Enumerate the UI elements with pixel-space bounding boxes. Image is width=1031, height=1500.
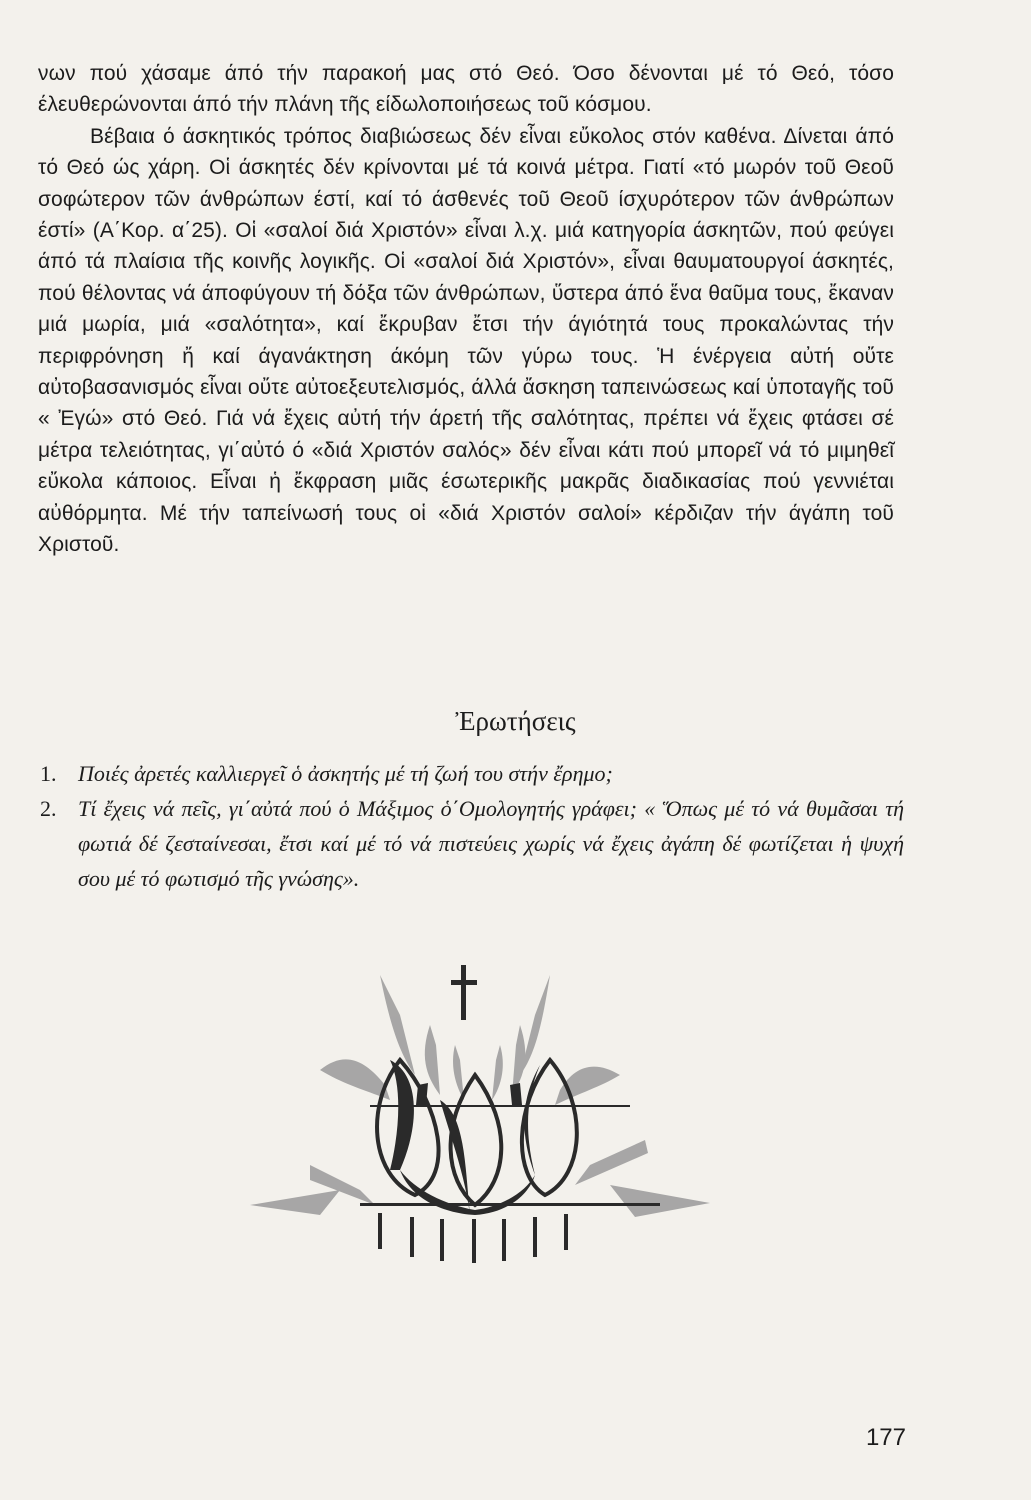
question-item [40, 791, 904, 896]
question-item [40, 756, 904, 791]
question-text: Ποιές ἀρετές καλλιεργεῖ ὁ ἀσκητής μέ τή ζωή του στήν ἔρημο; [78, 761, 613, 786]
ornament-wash [250, 975, 710, 1217]
ornament-ink [360, 965, 660, 1263]
three-flames-cross-ornament-icon [250, 965, 710, 1285]
question-number: 1. [40, 761, 57, 786]
question-text: Τί ἔχεις νά πεῖς, γι΄αὐτά πού ὁ Μάξιμος ὁ΄Ομολογητής γράφει; « Ὅπως μέ τό νά θυμᾶσαι τή φωτιά δέ ζεσταίνεσαι, ἔτσι καί μέ τό νά πιστεύεις χωρίς νά ἔχεις ἀγάπη δέ φωτίζεται ἡ ψυχή σου μέ τό φωτισμό τῆς γνώσης». [78, 796, 904, 891]
body-text [38, 58, 894, 561]
questions-list [40, 756, 904, 896]
question-number: 2. [40, 796, 57, 821]
paragraph-continued: νων πού χάσαμε άπό τήν παρακοή μας στό Θεό. Όσο δένονται μέ τό Θεό, τόσο έλευθερώνονται άπό τήν πλάνη τῆς είδωλοποιήσεως τοῦ κόσμου. [38, 62, 894, 117]
page-number: 177 [865, 1424, 906, 1451]
paragraph-ascetic-life: Βέβαια ό άσκητικός τρόπος διαβιώσεως δέν εἶναι εὔκολος στόν καθένα. Δίνεται άπό τό Θεό ώς χάρη. Οἱ άσκητές δέν κρίνονται μέ τά κοινά μέτρα. Γιατί «τό μωρόν τοῦ Θεοῦ σοφώτερον τῶν άνθρώπων έστί, καί τό άσθενές τοῦ Θεοῦ ίσχυρότερον τῶν άνθρώπων έστί» (Α΄Κορ. α΄25). Οἱ «σαλοί διά Χριστόν» εἶναι λ.χ. μιά κατηγορία άσκητῶν, πού φεύγει άπό τά πλαίσια τῆς κοινῆς λογικῆς. Οἱ «σαλοί διά Χριστόν», εἶναι θαυματουργοί άσκητές, πού θέλοντας νά άποφύγουν τή δόξα τῶν άνθρώπων, ὕστερα άπό ἕνα θαῦμα τους, ἔκαναν μιά μωρία, μιά «σαλότητα», καί ἔκρυβαν ἔτσι τήν άγιότητά τους προκαλώντας τήν περιφρόνηση ἤ καί άγανάκτηση άκόμη τῶν γύρω τους. Ἡ ένέργεια αὐτή οὔτε αὐτοβασανισμός εἶναι οὔτε αὐτοεξευτελισμός, άλλά ἄσκηση ταπεινώσεως καί ὑποταγῆς τοῦ « Ἐγώ» στό Θεό. Γιά νά ἔχεις αὐτή τήν άρετή τῆς σαλότητας, πρέπει νά ἔχεις φτάσει σέ μέτρα τελειότητας, γι΄αὐτό ό «διά Χριστόν σαλός» δέν εἶναι κάτι πού μπορεῖ νά τό μιμηθεῖ εὔκολα κάποιος. Εἶναι ἡ ἔκφραση μιᾶς έσωτερικῆς μακρᾶς διαδικασίας πού γεννιέται αὐθόρμητα. Μέ τήν ταπείνωσή τους οἱ «διά Χριστόν σαλοί» κέρδιζαν τήν άγάπη τοῦ Χριστοῦ. [38, 124, 894, 557]
questions-heading: Ἐρωτήσεις [455, 706, 576, 736]
